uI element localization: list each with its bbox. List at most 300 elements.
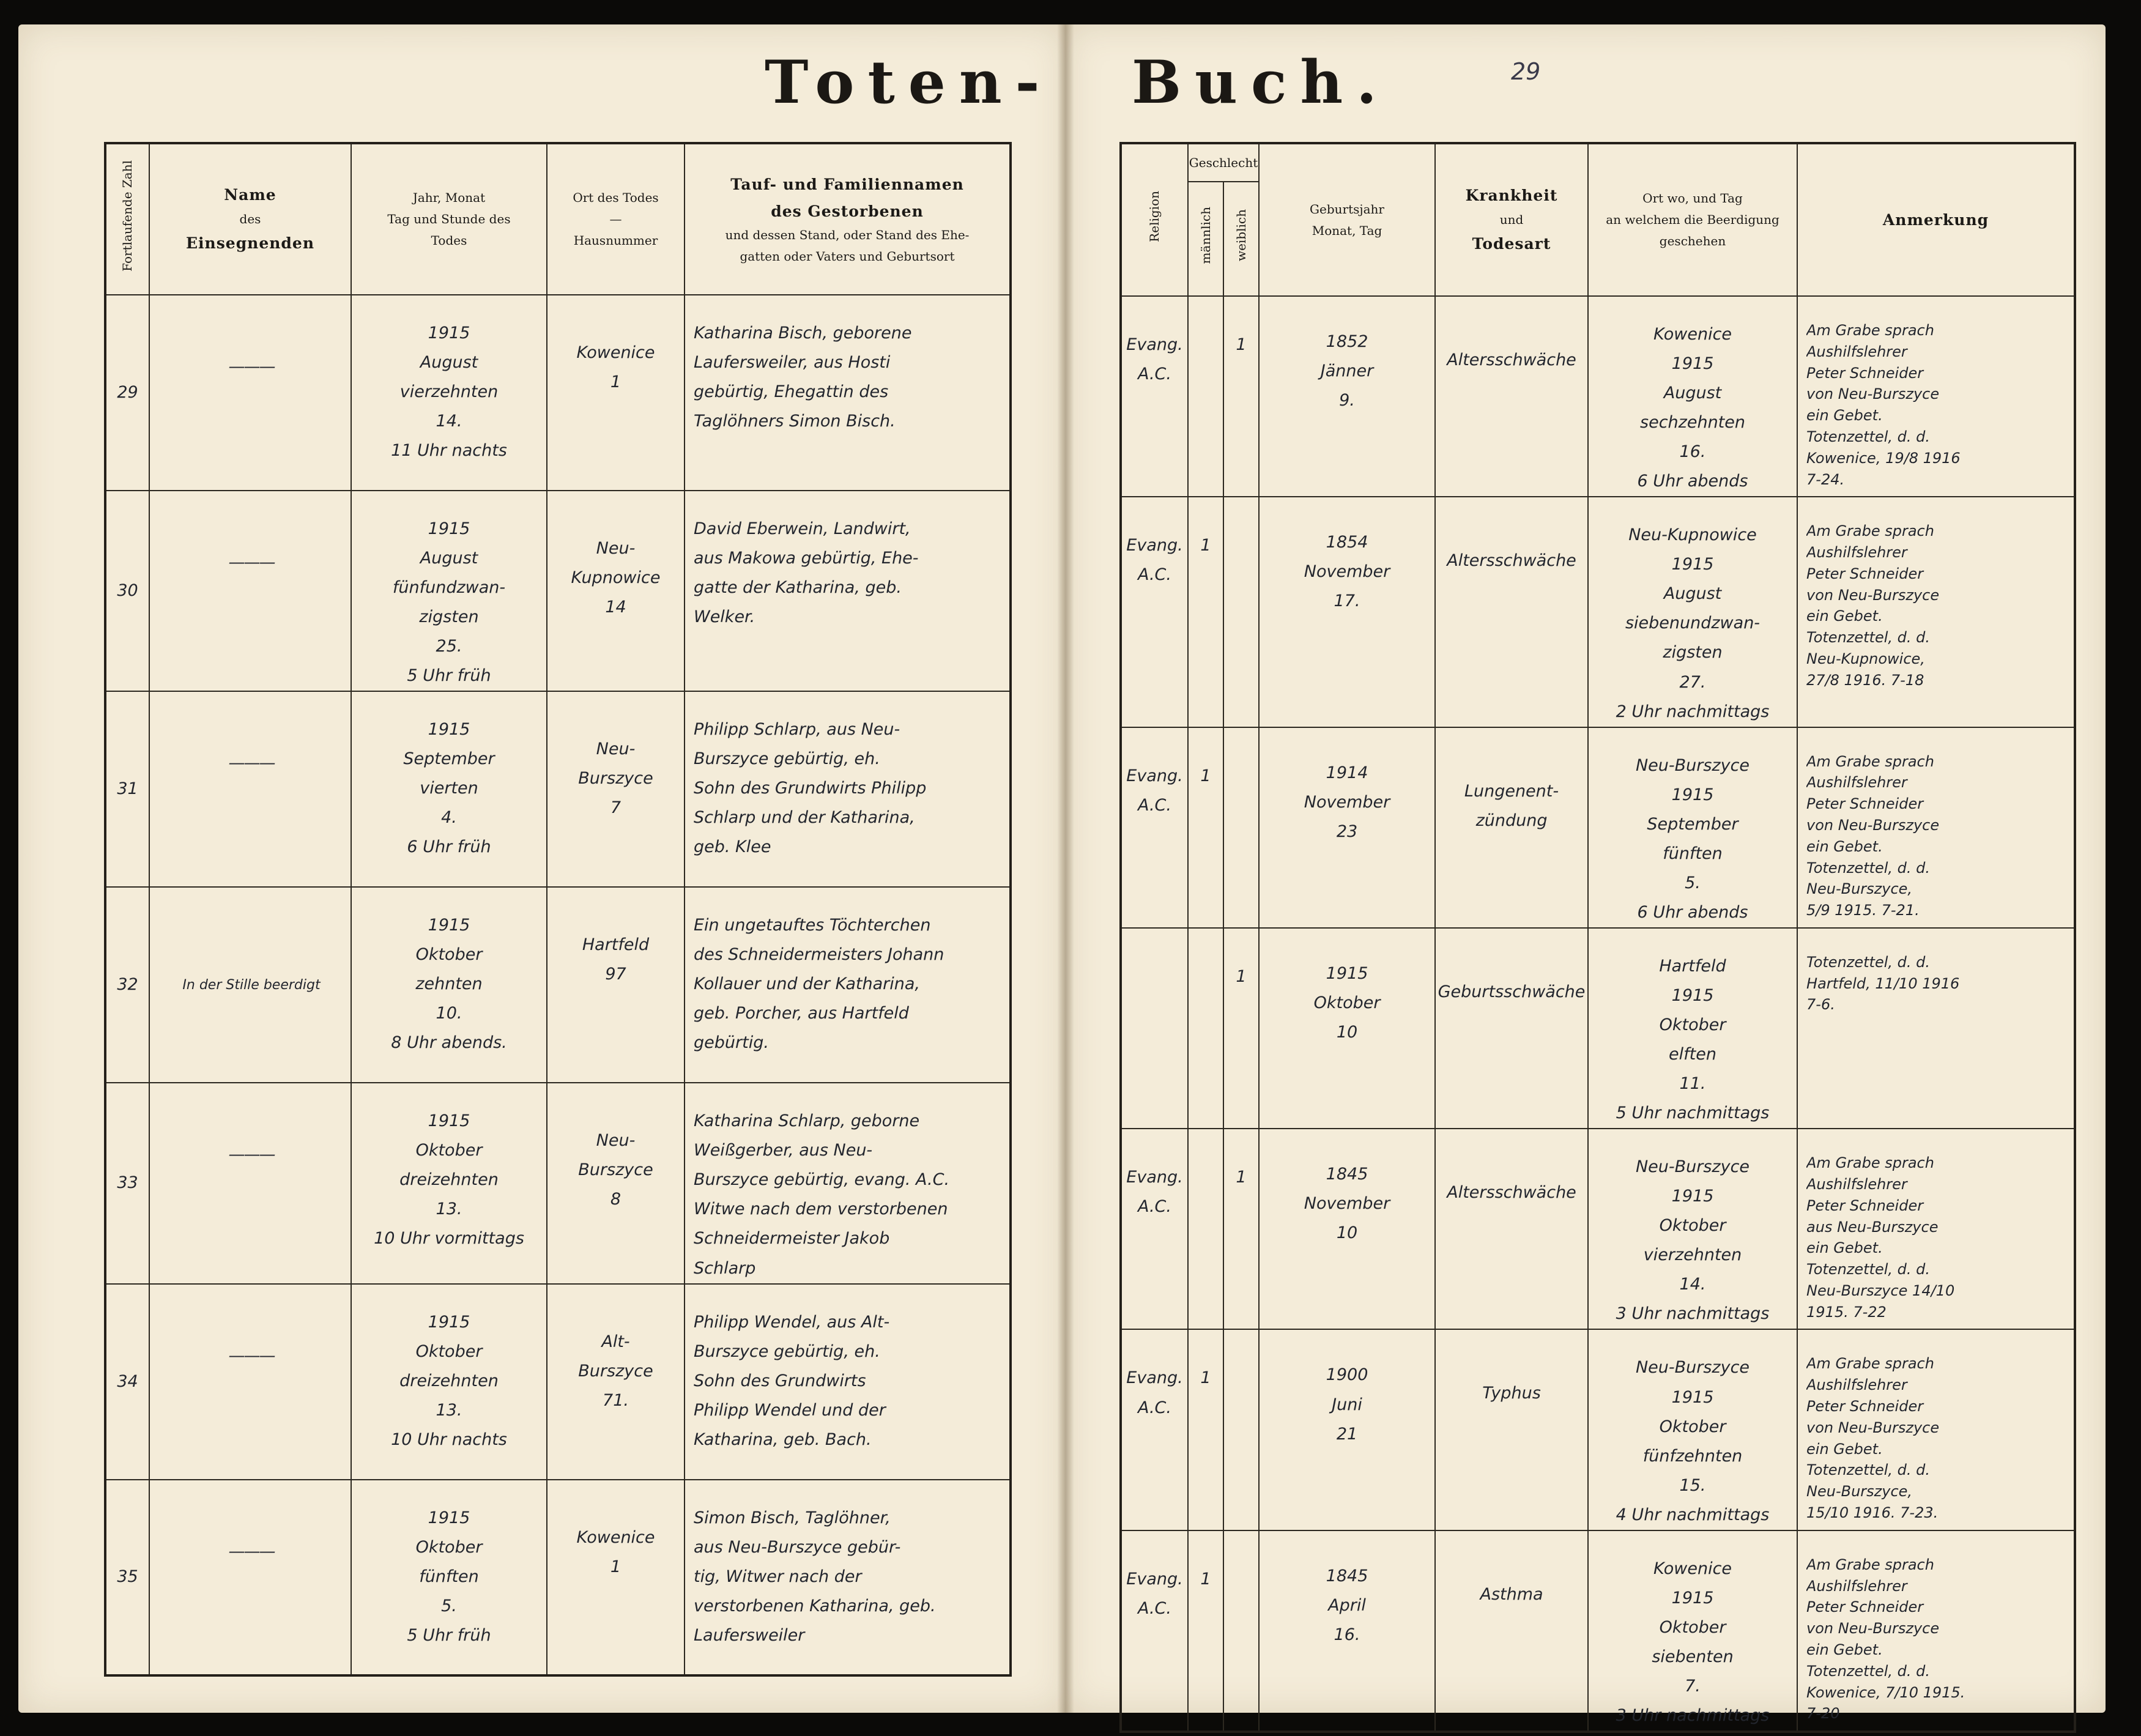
header-deceased-l1: Tauf- und Familiennamen xyxy=(730,175,964,193)
entry-remark-line: Totenzettel, d. d. xyxy=(1806,953,1931,971)
entry-birth-line: November xyxy=(1304,792,1390,812)
entry-remark-line: Am Grabe sprach xyxy=(1806,1355,1934,1373)
entry-illness-line: zündung xyxy=(1475,811,1548,830)
entry-remark-line: Peter Schneider xyxy=(1806,565,1924,582)
entry-deceased-line: Philipp Wendel, aus Alt- xyxy=(694,1312,890,1332)
entry-burial-line: 6 Uhr abends xyxy=(1637,472,1748,491)
entry-death-date-line: dreizehnten xyxy=(399,1371,499,1390)
entry-deceased-line: Sohn des Grundwirts Philipp xyxy=(694,779,927,798)
entry-death-place-line: Kowenice xyxy=(576,343,655,362)
entry-burial xyxy=(1588,928,1797,1129)
right-entry-row xyxy=(1121,727,2075,928)
entry-death-date-line: 1915 xyxy=(428,1508,470,1527)
entry-number: 29 xyxy=(105,295,149,491)
entry-death-place xyxy=(547,691,685,887)
entry-burial-line: 2 Uhr nachmittags xyxy=(1616,702,1770,721)
entry-death-date-line: 5 Uhr früh xyxy=(407,1625,491,1645)
entry-birth-line: 21 xyxy=(1336,1424,1358,1444)
entry-burial-line: September xyxy=(1647,814,1738,834)
header-birth-l1: Geburtsjahr xyxy=(1310,201,1384,217)
entry-remark xyxy=(1797,1329,2075,1530)
book-gutter xyxy=(1057,24,1074,1713)
entry-death-date xyxy=(351,1480,547,1675)
entry-religion-line: Evang. xyxy=(1126,1168,1183,1187)
entry-death-date-line: 11 Uhr nachts xyxy=(391,441,507,461)
entry-death-date-line: 1915 xyxy=(428,1312,470,1332)
entry-birth-line: 1845 xyxy=(1326,1566,1368,1586)
entry-remark-line: Neu-Burszyce, xyxy=(1806,880,1913,898)
entry-death-date-line: Oktober xyxy=(415,945,483,965)
entry-deceased-line: Burszyce gebürtig, eh. xyxy=(694,749,880,769)
entry-death-date-line: 5 Uhr früh xyxy=(407,666,491,686)
header-illness-l1: Krankheit xyxy=(1465,187,1558,205)
entry-remark-line: Hartfeld, 11/10 1916 xyxy=(1806,974,1960,992)
entry-remark-line: Am Grabe sprach xyxy=(1806,1154,1934,1172)
entry-religion-line: Evang. xyxy=(1126,766,1183,785)
entry-religion xyxy=(1121,1530,1188,1732)
header-female xyxy=(1223,182,1259,296)
entry-female xyxy=(1223,1329,1259,1530)
entry-deceased-line: Katharina Schlarp, geborne xyxy=(694,1111,920,1131)
entry-female-mark: 1 xyxy=(1236,1168,1247,1187)
entry-officiant xyxy=(149,1083,351,1283)
entry-death-place-line: Hartfeld xyxy=(582,935,650,955)
left-entry-row xyxy=(105,887,1011,1083)
entry-illness xyxy=(1435,1530,1588,1732)
entry-female xyxy=(1223,727,1259,928)
entry-officiant-text: In der Stille beerdigt xyxy=(182,977,321,993)
entry-deceased-line: Taglöhners Simon Bisch. xyxy=(694,412,896,431)
entry-death-date xyxy=(351,1083,547,1283)
entry-remark-line: 5/9 1915. 7-21. xyxy=(1806,902,1920,919)
entry-death-date-line: 13. xyxy=(436,1400,462,1420)
right-entry-row xyxy=(1121,928,2075,1129)
entry-death-date xyxy=(351,691,547,887)
entry-illness xyxy=(1435,296,1588,497)
entry-death-date-line: 1915 xyxy=(428,916,470,935)
header-birth xyxy=(1259,143,1435,296)
book-title-right: Buch. xyxy=(1132,48,1390,117)
entry-death-date-line: 8 Uhr abends. xyxy=(391,1033,507,1053)
entry-deceased-line: aus Neu-Burszyce gebür- xyxy=(694,1537,901,1557)
entry-death-date-line: 1915 xyxy=(428,519,470,538)
entry-burial-line: 16. xyxy=(1679,442,1706,462)
entry-burial-line: Neu-Kupnowice xyxy=(1628,525,1757,545)
entry-religion xyxy=(1121,497,1188,727)
entry-religion-line: A.C. xyxy=(1138,1197,1171,1217)
left-entry-row xyxy=(105,1284,1011,1480)
left-register-body xyxy=(105,295,1011,1675)
entry-birth-line: Jänner xyxy=(1320,362,1374,381)
entry-remark-line: Neu-Burszyce 14/10 xyxy=(1806,1282,1955,1299)
entry-remark-line: 7-20 xyxy=(1806,1705,1840,1723)
entry-officiant-text: ——— xyxy=(228,1541,275,1561)
entry-officiant-text: ——— xyxy=(228,553,275,572)
entry-deceased-line: verstorbenen Katharina, geb. xyxy=(694,1596,936,1615)
entry-number: 31 xyxy=(105,691,149,887)
entry-officiant xyxy=(149,295,351,491)
entry-birth xyxy=(1259,1329,1435,1530)
entry-deceased-line: Philipp Wendel und der xyxy=(694,1400,886,1420)
header-burial xyxy=(1588,143,1797,296)
entry-remark-line: Kowenice, 19/8 1916 xyxy=(1806,449,1961,467)
entry-death-date-line: August xyxy=(420,549,478,568)
entry-deceased-line: David Eberwein, Landwirt, xyxy=(694,519,911,538)
entry-religion-line: A.C. xyxy=(1138,1398,1171,1417)
entry-female xyxy=(1223,1129,1259,1329)
left-entry-row xyxy=(105,1480,1011,1675)
header-remark-label: Anmerkung xyxy=(1882,210,1989,229)
entry-burial xyxy=(1588,1329,1797,1530)
entry-burial xyxy=(1588,497,1797,727)
entry-deceased-line: Katharina Bisch, geborene xyxy=(694,324,912,343)
header-burial-l1: Ort wo, und Tag xyxy=(1642,191,1743,206)
entry-death-date-line: 14. xyxy=(436,412,462,431)
entry-burial-line: August xyxy=(1663,384,1722,403)
entry-death-date-line: 25. xyxy=(436,637,462,656)
entry-deceased-line: Welker. xyxy=(694,607,755,627)
entry-burial-line: Oktober xyxy=(1659,1617,1726,1637)
entry-birth-line: November xyxy=(1304,562,1390,582)
entry-burial-line: 1915 xyxy=(1671,1187,1714,1206)
entry-deceased-line: Burszyce gebürtig, eh. xyxy=(694,1341,880,1361)
header-sex-label: Geschlecht xyxy=(1189,155,1258,170)
entry-illness xyxy=(1435,497,1588,727)
entry-burial xyxy=(1588,1530,1797,1732)
entry-deceased-line: Philipp Schlarp, aus Neu- xyxy=(694,720,900,740)
entry-burial-line: fünfzehnten xyxy=(1642,1446,1743,1466)
right-entry-row xyxy=(1121,1530,2075,1732)
entry-death-date-line: 1915 xyxy=(428,1111,470,1131)
entry-male xyxy=(1188,928,1223,1129)
right-header-row xyxy=(1121,143,2075,182)
entry-illness xyxy=(1435,1329,1588,1530)
entry-male xyxy=(1188,1530,1223,1732)
left-register-table xyxy=(104,142,1012,1677)
entry-birth-line: 23 xyxy=(1336,822,1358,841)
entry-illness-line: Altersschwäche xyxy=(1447,1183,1576,1203)
header-place-l2: — xyxy=(609,212,622,226)
entry-birth-line: 1915 xyxy=(1326,963,1368,983)
right-entry-row xyxy=(1121,296,2075,497)
entry-remark-line: 1915. 7-22 xyxy=(1806,1303,1887,1321)
entry-birth-line: Oktober xyxy=(1313,993,1381,1012)
entry-religion-line: Evang. xyxy=(1126,335,1183,354)
entry-burial-line: zigsten xyxy=(1663,643,1723,662)
entry-remark-line: Totenzettel, d. d. xyxy=(1806,428,1931,445)
entry-remark-line: aus Neu-Burszyce xyxy=(1806,1218,1939,1236)
entry-deceased-line: aus Makowa gebürtig, Ehe- xyxy=(694,549,919,568)
right-entry-row xyxy=(1121,1329,2075,1530)
entry-burial-line: 1915 xyxy=(1671,985,1714,1005)
entry-deceased-line: Weißgerber, aus Neu- xyxy=(694,1141,873,1160)
entry-burial-line: 5. xyxy=(1685,873,1701,892)
entry-birth-line: 10 xyxy=(1336,1022,1358,1042)
entry-deceased-line: geb. Klee xyxy=(694,837,771,857)
entry-remark-line: Totenzettel, d. d. xyxy=(1806,1662,1931,1680)
entry-burial-line: 27. xyxy=(1679,672,1706,692)
right-register-body xyxy=(1121,296,2075,1732)
entry-birth-line: 1852 xyxy=(1326,332,1368,351)
entry-remark-line: Aushilfslehrer xyxy=(1806,1175,1907,1193)
entry-deceased-line: tig, Witwer nach der xyxy=(694,1567,862,1586)
entry-deceased-line: gebürtig, Ehegattin des xyxy=(694,382,889,402)
entry-death-place xyxy=(547,491,685,691)
entry-burial-line: elften xyxy=(1669,1045,1716,1064)
entry-birth-line: 10 xyxy=(1336,1223,1358,1243)
entry-remark-line: Totenzettel, d. d. xyxy=(1806,1461,1931,1479)
header-male-label: männlich xyxy=(1198,207,1213,264)
entry-burial xyxy=(1588,727,1797,928)
entry-death-place-line: Burszyce xyxy=(578,1361,653,1381)
entry-female xyxy=(1223,928,1259,1129)
entry-remark-line: Totenzettel, d. d. xyxy=(1806,629,1931,647)
entry-deceased xyxy=(685,691,1011,887)
entry-deceased-line: Ein ungetauftes Töchterchen xyxy=(694,916,931,935)
entry-religion-line: A.C. xyxy=(1138,795,1171,815)
entry-death-place-line: Neu- xyxy=(596,740,636,759)
entry-remark-line: Peter Schneider xyxy=(1806,1598,1924,1616)
entry-death-date xyxy=(351,491,547,691)
entry-burial-line: 7. xyxy=(1685,1676,1701,1696)
entry-religion xyxy=(1121,727,1188,928)
entry-death-date-line: vierten xyxy=(420,779,478,798)
entry-death-date-line: dreizehnten xyxy=(399,1170,499,1190)
entry-death-place-line: Kowenice xyxy=(576,1527,655,1547)
entry-death-date-line: fünften xyxy=(419,1567,479,1586)
entry-female xyxy=(1223,1530,1259,1732)
entry-remark-line: 27/8 1916. 7-18 xyxy=(1806,671,1924,689)
entry-death-place-line: 71. xyxy=(603,1390,629,1410)
entry-remark-line: von Neu-Burszyce xyxy=(1806,385,1940,403)
header-officiant xyxy=(149,143,351,295)
entry-male-mark: 1 xyxy=(1200,1368,1211,1388)
entry-death-place-line: Neu- xyxy=(596,1131,636,1151)
entry-remark-line: von Neu-Burszyce xyxy=(1806,817,1940,834)
entry-deceased-line: Schlarp und der Katharina, xyxy=(694,808,915,828)
entry-burial-line: siebenundzwan- xyxy=(1625,614,1761,633)
entry-remark-line: Peter Schneider xyxy=(1806,1398,1924,1415)
header-deceased-l2: des Gestorbenen xyxy=(771,202,924,220)
entry-religion xyxy=(1121,1329,1188,1530)
header-sex xyxy=(1188,143,1259,182)
entry-burial-line: 4 Uhr nachmittags xyxy=(1616,1505,1770,1524)
entry-remark xyxy=(1797,296,2075,497)
right-register-table xyxy=(1119,142,2076,1733)
entry-death-place-line: Kupnowice xyxy=(571,568,661,588)
header-place-l3: Hausnummer xyxy=(573,233,658,248)
entry-burial-line: 14. xyxy=(1679,1275,1706,1294)
entry-remark-line: ein Gebet. xyxy=(1806,607,1883,625)
entry-burial-line: Oktober xyxy=(1659,1417,1726,1436)
entry-burial-line: Neu-Burszyce xyxy=(1635,1157,1750,1177)
entry-remark xyxy=(1797,727,2075,928)
entry-male-mark: 1 xyxy=(1200,536,1211,555)
entry-remark xyxy=(1797,928,2075,1129)
entry-remark-line: Aushilfslehrer xyxy=(1806,343,1907,360)
entry-death-date-line: Oktober xyxy=(415,1141,483,1160)
entry-birth-line: 16. xyxy=(1334,1625,1360,1644)
entry-religion xyxy=(1121,296,1188,497)
entry-death-date-line: Oktober xyxy=(415,1341,483,1361)
entry-death-date xyxy=(351,295,547,491)
entry-deceased-line: geb. Porcher, aus Hartfeld xyxy=(694,1004,909,1023)
entry-remark-line: ein Gebet. xyxy=(1806,837,1883,855)
entry-officiant xyxy=(149,491,351,691)
entry-remark-line: Totenzettel, d. d. xyxy=(1806,1261,1931,1278)
entry-illness-line: Asthma xyxy=(1480,1584,1543,1604)
header-male xyxy=(1188,182,1223,296)
header-deceased-l4: gatten oder Vaters und Geburtsort xyxy=(740,249,955,264)
entry-remark-line: ein Gebet. xyxy=(1806,1641,1883,1658)
header-date xyxy=(351,143,547,295)
entry-burial xyxy=(1588,1129,1797,1329)
entry-birth-line: 17. xyxy=(1334,592,1360,611)
entry-birth-line: 1854 xyxy=(1326,533,1368,552)
entry-remark-line: von Neu-Burszyce xyxy=(1806,586,1940,604)
entry-death-place xyxy=(547,887,685,1083)
entry-religion-line: A.C. xyxy=(1138,565,1171,585)
entry-number: 33 xyxy=(105,1083,149,1283)
entry-officiant xyxy=(149,887,351,1083)
entry-remark-line: 7-24. xyxy=(1806,470,1845,488)
entry-remark-line: Aushilfslehrer xyxy=(1806,774,1907,792)
header-religion xyxy=(1121,143,1188,296)
entry-remark-line: Peter Schneider xyxy=(1806,364,1924,382)
header-officiant-l2: des xyxy=(239,212,261,226)
entry-burial-line: sechzehnten xyxy=(1640,413,1745,432)
entry-deceased-line: Burszyce gebürtig, evang. A.C. xyxy=(694,1170,950,1190)
entry-remark-line: Am Grabe sprach xyxy=(1806,1556,1934,1573)
entry-deceased-line: Laufersweiler xyxy=(694,1625,805,1645)
entry-death-place xyxy=(547,1083,685,1283)
entry-death-place xyxy=(547,1284,685,1480)
header-religion-label: Religion xyxy=(1147,191,1162,242)
entry-burial-line: 15. xyxy=(1679,1475,1706,1495)
entry-burial-line: vierzehnten xyxy=(1643,1245,1742,1265)
entry-number: 30 xyxy=(105,491,149,691)
entry-illness xyxy=(1435,727,1588,928)
entry-death-place-line: 7 xyxy=(610,798,622,818)
entry-burial-line: 6 Uhr abends xyxy=(1637,902,1748,922)
entry-death-place-line: 14 xyxy=(605,598,626,617)
left-entry-row xyxy=(105,1083,1011,1283)
entry-illness-line: Typhus xyxy=(1482,1384,1541,1403)
entry-illness xyxy=(1435,928,1588,1129)
entry-religion-line: A.C. xyxy=(1138,365,1171,384)
entry-death-date-line: 10. xyxy=(436,1004,462,1023)
entry-male-mark: 1 xyxy=(1200,766,1211,785)
entry-remark-line: Am Grabe sprach xyxy=(1806,322,1934,339)
header-deceased-l3: und dessen Stand, oder Stand des Ehe- xyxy=(725,228,970,243)
entry-remark-line: von Neu-Burszyce xyxy=(1806,1419,1940,1436)
entry-death-date-line: fünfundzwan- xyxy=(392,578,506,598)
left-entry-row xyxy=(105,491,1011,691)
entry-male xyxy=(1188,296,1223,497)
entry-death-place-line: Alt- xyxy=(601,1332,630,1351)
entry-illness-line: Geburtsschwäche xyxy=(1438,982,1586,1001)
entry-birth xyxy=(1259,727,1435,928)
entry-death-date-line: 1915 xyxy=(428,720,470,740)
entry-remark-line: Neu-Burszyce, xyxy=(1806,1483,1913,1500)
header-birth-l2: Monat, Tag xyxy=(1312,223,1382,238)
entry-death-date xyxy=(351,1284,547,1480)
entry-deceased xyxy=(685,295,1011,491)
entry-male xyxy=(1188,727,1223,928)
entry-deceased-line: Sohn des Grundwirts xyxy=(694,1371,866,1390)
entry-female-mark: 1 xyxy=(1236,335,1247,354)
entry-deceased xyxy=(685,491,1011,691)
entry-burial-line: 1915 xyxy=(1671,354,1714,374)
entry-illness-line: Altersschwäche xyxy=(1447,351,1576,369)
entry-death-date-line: 10 Uhr vormittags xyxy=(374,1229,524,1248)
entry-female xyxy=(1223,296,1259,497)
entry-deceased-line: des Schneidermeisters Johann xyxy=(694,945,944,965)
entry-remark-line: Totenzettel, d. d. xyxy=(1806,859,1931,877)
entry-religion xyxy=(1121,1129,1188,1329)
entry-death-place-line: 97 xyxy=(605,965,626,984)
entry-birth xyxy=(1259,1129,1435,1329)
entry-deceased xyxy=(685,887,1011,1083)
header-place xyxy=(547,143,685,295)
entry-remark-line: ein Gebet. xyxy=(1806,407,1883,425)
entry-burial-line: Kowenice xyxy=(1653,325,1732,344)
entry-male xyxy=(1188,497,1223,727)
entry-deceased-line: Laufersweiler, aus Hosti xyxy=(694,353,891,373)
entry-officiant-text: ——— xyxy=(228,357,275,376)
entry-remark-line: Peter Schneider xyxy=(1806,795,1924,813)
entry-death-date xyxy=(351,887,547,1083)
entry-burial-line: Oktober xyxy=(1659,1015,1726,1034)
left-header-row xyxy=(105,143,1011,295)
header-date-l3: Todes xyxy=(431,233,467,248)
entry-remark xyxy=(1797,497,2075,727)
header-burial-l2: an welchem die Beerdigung xyxy=(1606,212,1779,227)
entry-deceased xyxy=(685,1480,1011,1675)
entry-burial-line: 5 Uhr nachmittags xyxy=(1616,1104,1770,1123)
entry-remark-line: Neu-Kupnowice, xyxy=(1806,650,1925,668)
entry-officiant xyxy=(149,1284,351,1480)
entry-deceased-line: Katharina, geb. Bach. xyxy=(694,1430,872,1449)
entry-death-place-line: 1 xyxy=(610,1557,622,1576)
entry-female-mark: 1 xyxy=(1236,966,1247,986)
entry-birth-line: 1900 xyxy=(1326,1365,1368,1385)
entry-burial-line: Kowenice xyxy=(1653,1559,1732,1578)
entry-burial-line: 1915 xyxy=(1671,785,1714,804)
entry-burial-line: Neu-Burszyce xyxy=(1635,1358,1750,1378)
entry-death-date-line: 1915 xyxy=(428,324,470,343)
entry-deceased-line: gebürtig. xyxy=(694,1033,769,1053)
entry-birth-line: 1914 xyxy=(1326,763,1368,782)
entry-number: 34 xyxy=(105,1284,149,1480)
entry-deceased xyxy=(685,1284,1011,1480)
entry-officiant xyxy=(149,1480,351,1675)
entry-death-date-line: vierzehnten xyxy=(399,382,499,402)
entry-remark-line: 15/10 1916. 7-23. xyxy=(1806,1504,1939,1522)
entry-deceased-line: Simon Bisch, Taglöhner, xyxy=(694,1508,891,1527)
entry-death-date-line: 4. xyxy=(441,808,457,828)
entry-burial-line: Hartfeld xyxy=(1659,956,1726,976)
entry-male xyxy=(1188,1129,1223,1329)
entry-burial-line: 1915 xyxy=(1671,1588,1714,1608)
entry-death-place-line: Burszyce xyxy=(578,1160,653,1180)
book-title-left: Toten- xyxy=(765,48,1053,117)
entry-death-place-line: 1 xyxy=(610,373,622,392)
entry-birth xyxy=(1259,928,1435,1129)
entry-death-date-line: August xyxy=(420,353,478,373)
entry-remark-line: Peter Schneider xyxy=(1806,1196,1924,1214)
header-number-label: Fortlaufende Zahl xyxy=(120,160,135,272)
